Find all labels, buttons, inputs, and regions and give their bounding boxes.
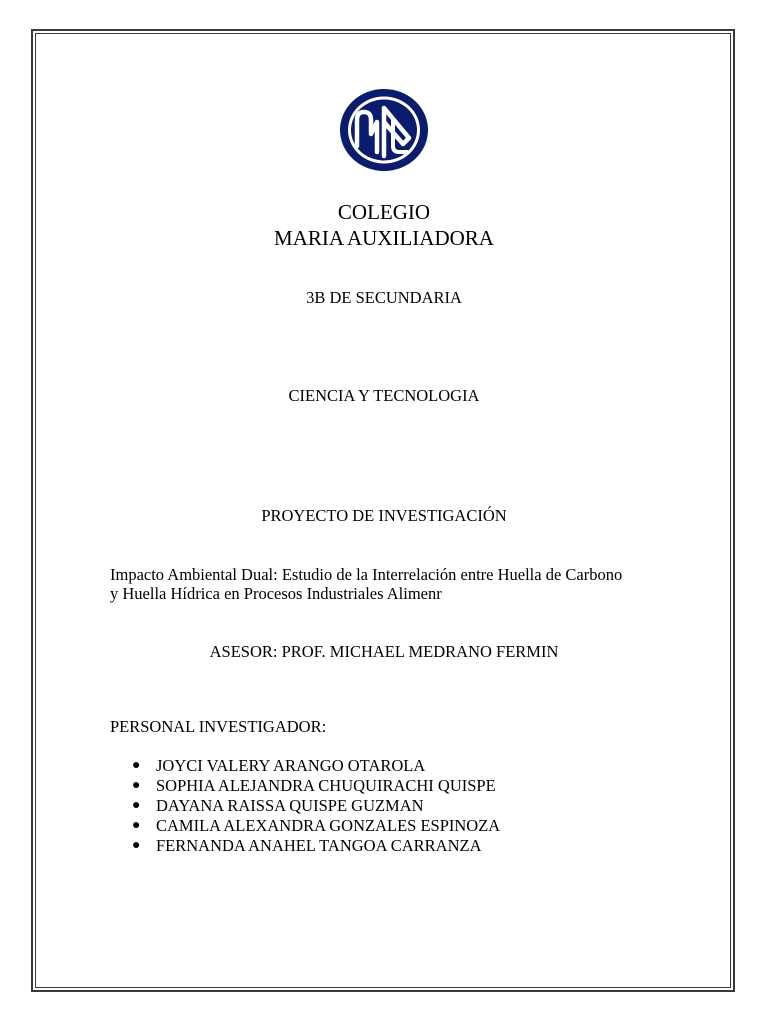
project-title — [110, 565, 670, 603]
bullet-icon: ● — [132, 798, 141, 813]
member-name: DAYANA RAISSA QUISPE GUZMAN — [156, 796, 424, 815]
advisor-label: ASESOR: PROF. MICHAEL MEDRANO FERMIN — [209, 642, 559, 661]
list-item — [128, 816, 500, 836]
subject-label: CIENCIA Y TECNOLOGIA — [288, 386, 480, 405]
member-name: SOPHIA ALEJANDRA CHUQUIRACHI QUISPE — [156, 776, 496, 795]
bullet-icon: ● — [132, 838, 141, 853]
member-name: CAMILA ALEXANDRA GONZALES ESPINOZA — [156, 816, 501, 835]
school-name-line1: COLEGIO — [337, 200, 431, 224]
bullet-icon: ● — [132, 778, 141, 793]
school-crest-icon — [337, 86, 431, 174]
list-item — [128, 756, 500, 776]
list-item — [128, 836, 500, 856]
grade-label: 3B DE SECUNDARIA — [306, 288, 462, 307]
bullet-icon: ● — [132, 818, 141, 833]
member-list — [128, 756, 500, 856]
member-name: FERNANDA ANAHEL TANGOA CARRANZA — [156, 836, 482, 855]
project-title-line2: y Huella Hídrica en Procesos Industriales Alimenr — [110, 584, 442, 603]
project-heading: PROYECTO DE INVESTIGACIÓN — [261, 506, 507, 525]
member-name: JOYCI VALERY ARANGO OTAROLA — [156, 756, 426, 775]
list-item — [128, 776, 500, 796]
personnel-heading: PERSONAL INVESTIGADOR: — [110, 717, 327, 736]
project-title-line1: Impacto Ambiental Dual: Estudio de la Interrelación entre Huella de Carbono — [110, 565, 623, 584]
list-item — [128, 796, 500, 816]
bullet-icon: ● — [132, 758, 141, 773]
school-name-line2: MARIA AUXILIADORA — [274, 226, 494, 250]
